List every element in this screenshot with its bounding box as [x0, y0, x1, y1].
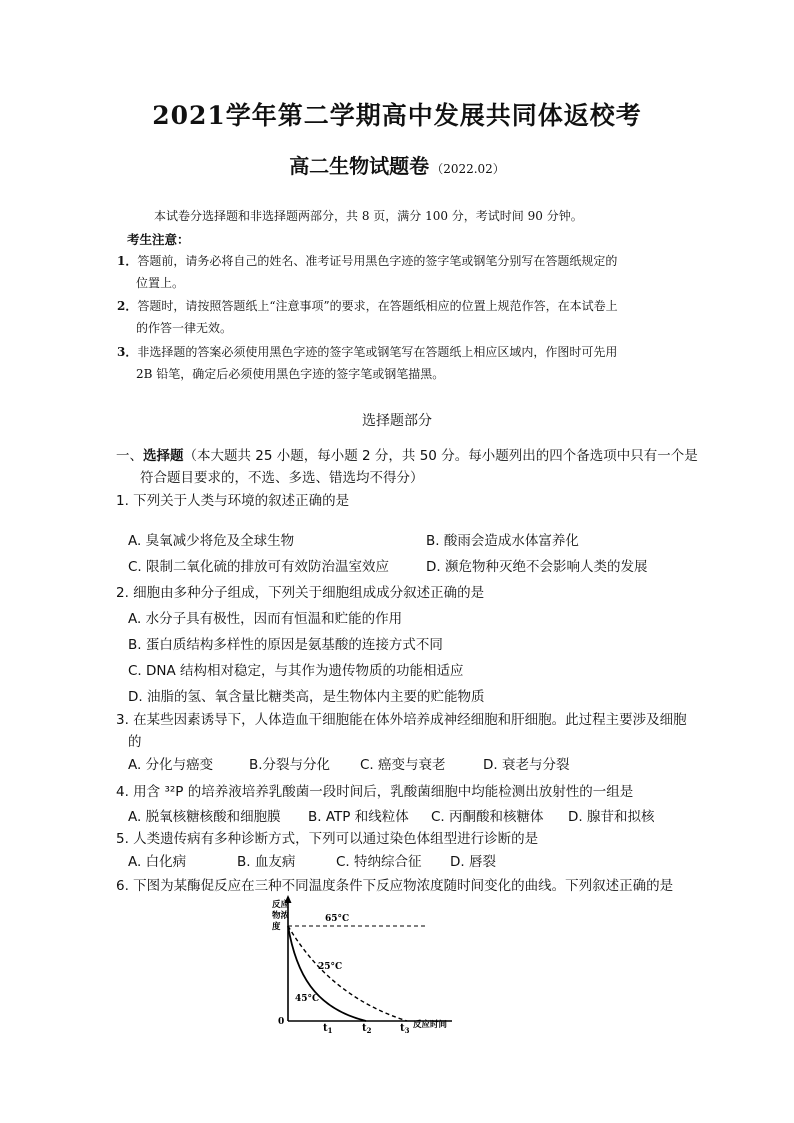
q1-option-a: A. 臭氧减少将危及全球生物	[128, 533, 295, 549]
q1-stem: 1. 下列关于人类与环境的叙述正确的是	[116, 493, 350, 509]
series-45c-line	[288, 926, 366, 1021]
q2-option-c: C. DNA 结构相对稳定，与其作为遗传物质的功能相适应	[128, 663, 464, 679]
q4-stem: 4. 用含 ³²P 的培养液培养乳酸菌一段时间后，乳酸菌细胞中均能检测出放射性的一组是	[116, 784, 634, 800]
q4-option-a: A. 脱氧核糖核酸和细胞膜	[128, 809, 281, 825]
q3-stem-line1: 3. 在某些因素诱导下，人体造血干细胞能在体外培养成神经细胞和肝细胞。此过程主要涉及细胞	[116, 712, 687, 728]
q1-option-b: B. 酸雨会造成水体富养化	[426, 533, 579, 549]
note-3-line2: 2B 铅笔，确定后必须使用黑色字迹的签字笔或钢笔描黑。	[136, 367, 445, 381]
intro-text: 本试卷分选择题和非选择题两部分，共 8 页，满分 100 分，考试时间 90 分钟。	[154, 209, 583, 223]
series-label-25c: 25°C	[318, 962, 343, 972]
series-label-65c: 65°C	[325, 914, 350, 924]
q1-option-d: D. 濒危物种灭绝不会影响人类的发展	[426, 559, 648, 575]
q3-option-c: C. 癌变与衰老	[360, 757, 446, 773]
paper-subtitle	[0, 150, 794, 179]
x-tick-t3: $t_3$	[400, 1023, 410, 1035]
x-tick-t2: $t_2$	[362, 1023, 372, 1035]
enzyme-reaction-chart	[262, 893, 462, 1038]
q4-option-c: C. 丙酮酸和核糖体	[431, 809, 544, 825]
exam-date: （2022.02）	[431, 162, 505, 176]
q1-option-c: C. 限制二氧化硫的排放可有效防治温室效应	[128, 559, 390, 575]
origin-label: 0	[278, 1017, 285, 1027]
x-tick-t1: $t_1$	[323, 1023, 333, 1035]
note-1-line1: 1．答题前，请务必将自己的姓名、准考证号用黑色字迹的签字笔或钢笔分别写在答题纸规定的	[117, 254, 618, 268]
q3-stem-line2: 的	[128, 734, 142, 750]
q4-option-d: D. 腺苷和拟核	[568, 809, 655, 825]
q5-option-c: C. 特纳综合征	[336, 854, 422, 870]
q5-option-b: B. 血友病	[237, 854, 296, 870]
part1-heading-line2: 符合题目要求的，不选、多选、错选均不得分）	[140, 470, 424, 486]
section-title: 选择题部分	[362, 413, 432, 429]
q2-option-d: D. 油脂的氢、氧含量比糖类高，是生物体内主要的贮能物质	[128, 689, 485, 705]
y-axis-label-2: 物浓	[272, 911, 290, 921]
series-label-45c: 45°C	[295, 994, 320, 1004]
q3-option-b: B.分裂与分化	[249, 757, 331, 773]
note-1-line2: 位置上。	[136, 276, 185, 290]
note-2-line2: 的作答一律无效。	[136, 321, 233, 335]
note-3-line1: 3．非选择题的答案必须使用黑色字迹的签字笔或钢笔写在答题纸上相应区域内，作图时可先用	[117, 345, 618, 359]
q3-option-d: D. 衰老与分裂	[483, 757, 570, 773]
notes-heading: 考生注意：	[127, 232, 190, 247]
y-axis-label-1: 反应	[272, 900, 290, 910]
y-axis-label-3: 度	[272, 922, 281, 932]
q2-option-b: B. 蛋白质结构多样性的原因是氨基酸的连接方式不同	[128, 637, 443, 653]
q2-stem: 2. 细胞由多种分子组成，下列关于细胞组成成分叙述正确的是	[116, 585, 485, 601]
part1-heading: 一、选择题（本大题共 25 小题，每小题 2 分，共 50 分。每小题列出的四个备选项中只有一个是	[116, 448, 698, 464]
q5-option-a: A. 白化病	[128, 854, 187, 870]
q4-option-b: B. ATP 和线粒体	[308, 809, 409, 825]
q2-option-a: A. 水分子具有极性，因而有恒温和贮能的作用	[128, 611, 403, 627]
x-axis-label: 反应时间	[413, 1020, 448, 1030]
series-25c-line	[288, 926, 407, 1021]
exam-title: 2021学年第二学期高中发展共同体返校考	[152, 101, 642, 130]
q5-option-d: D. 唇裂	[450, 854, 496, 870]
note-2-line1: 2．答题时，请按照答题纸上“注意事项”的要求，在答题纸相应的位置上规范作答，在本试卷上	[117, 299, 618, 313]
q5-stem: 5. 人类遗传病有多种诊断方式，下列可以通过染色体组型进行诊断的是	[116, 831, 539, 847]
subtitle-text: 高二生物试题卷	[289, 154, 430, 178]
q6-stem: 6. 下图为某酶促反应在三种不同温度条件下反应物浓度随时间变化的曲线。下列叙述正确的是	[116, 878, 674, 894]
q3-option-a: A. 分化与癌变	[128, 757, 214, 773]
